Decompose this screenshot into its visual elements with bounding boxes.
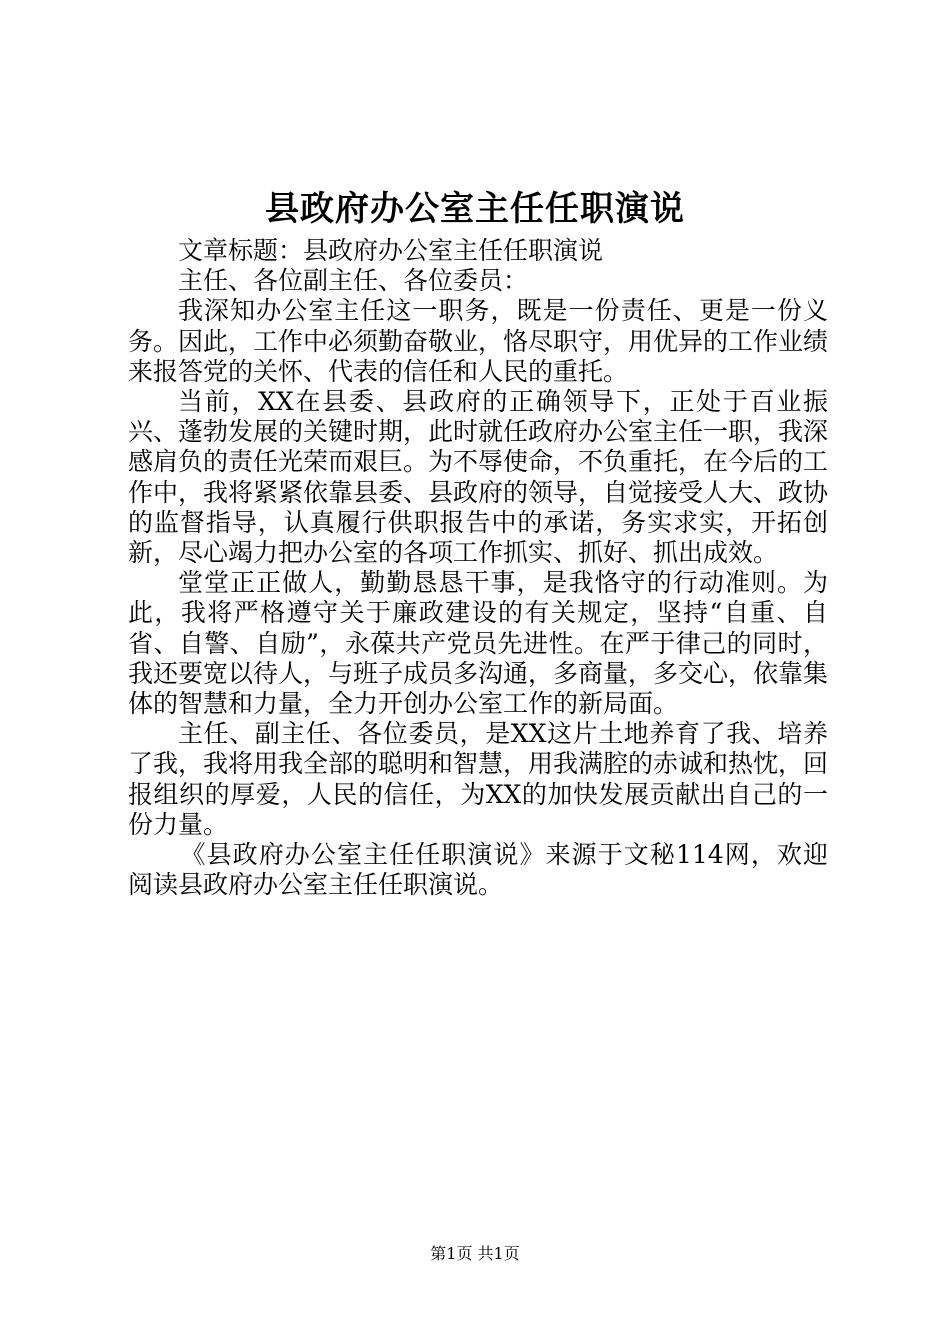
document-body [128, 236, 828, 900]
body-paragraph: 主任、副主任、各位委员，是XX这片土地养育了我、培养了我，我将用我全部的聪明和智慧，用我满腔的赤诚和热忱，回报组织的厚爱，人民的信任，为XX的加快发展贡献出自己的一份力量。 [128, 719, 829, 839]
document-title: 县政府办公室主任任职演说 [265, 189, 685, 229]
source-note: 《县政府办公室主任任职演说》来源于文秘114网，欢迎阅读县政府办公室主任任职演说。 [128, 840, 828, 900]
body-paragraph: 堂堂正正做人，勤勤恳恳干事，是我恪守的行动准则。为此，我将严格遵守关于廉政建设的有关规定，坚持“自重、自省、自警、自励”，永葆共产党员先进性。在严于律己的同时，我还要宽以待人，与班子成员多沟通，多商量，多交心，依靠集体的智慧和力量，全力开创办公室工作的新局面。 [128, 568, 829, 719]
salutation: 主任、各位副主任、各位委员： [178, 266, 529, 296]
body-paragraph: 我深知办公室主任这一职务，既是一份责任、更是一份义务。因此，工作中必须勤奋敬业，恪尽职守，用优异的工作业绩来报答党的关怀、代表的信任和人民的重托。 [128, 296, 829, 386]
body-paragraph: 当前，XX在县委、县政府的正确领导下，正处于百业振兴、蓬勃发展的关键时期，此时就任政府办公室主任一职，我深感肩负的责任光荣而艰巨。为不辱使命，不负重托，在今后的工作中，我将紧紧依靠县委、县政府的领导，自觉接受人大、政协的监督指导，认真履行供职报告中的承诺，务实求实，开拓创新，尽心竭力把办公室的各项工作抓实、抓好、抓出成效。 [128, 387, 829, 568]
article-title-line: 文章标题：县政府办公室主任任职演说 [178, 236, 604, 265]
page-number-footer: 第1页 共1页 [430, 1244, 520, 1263]
